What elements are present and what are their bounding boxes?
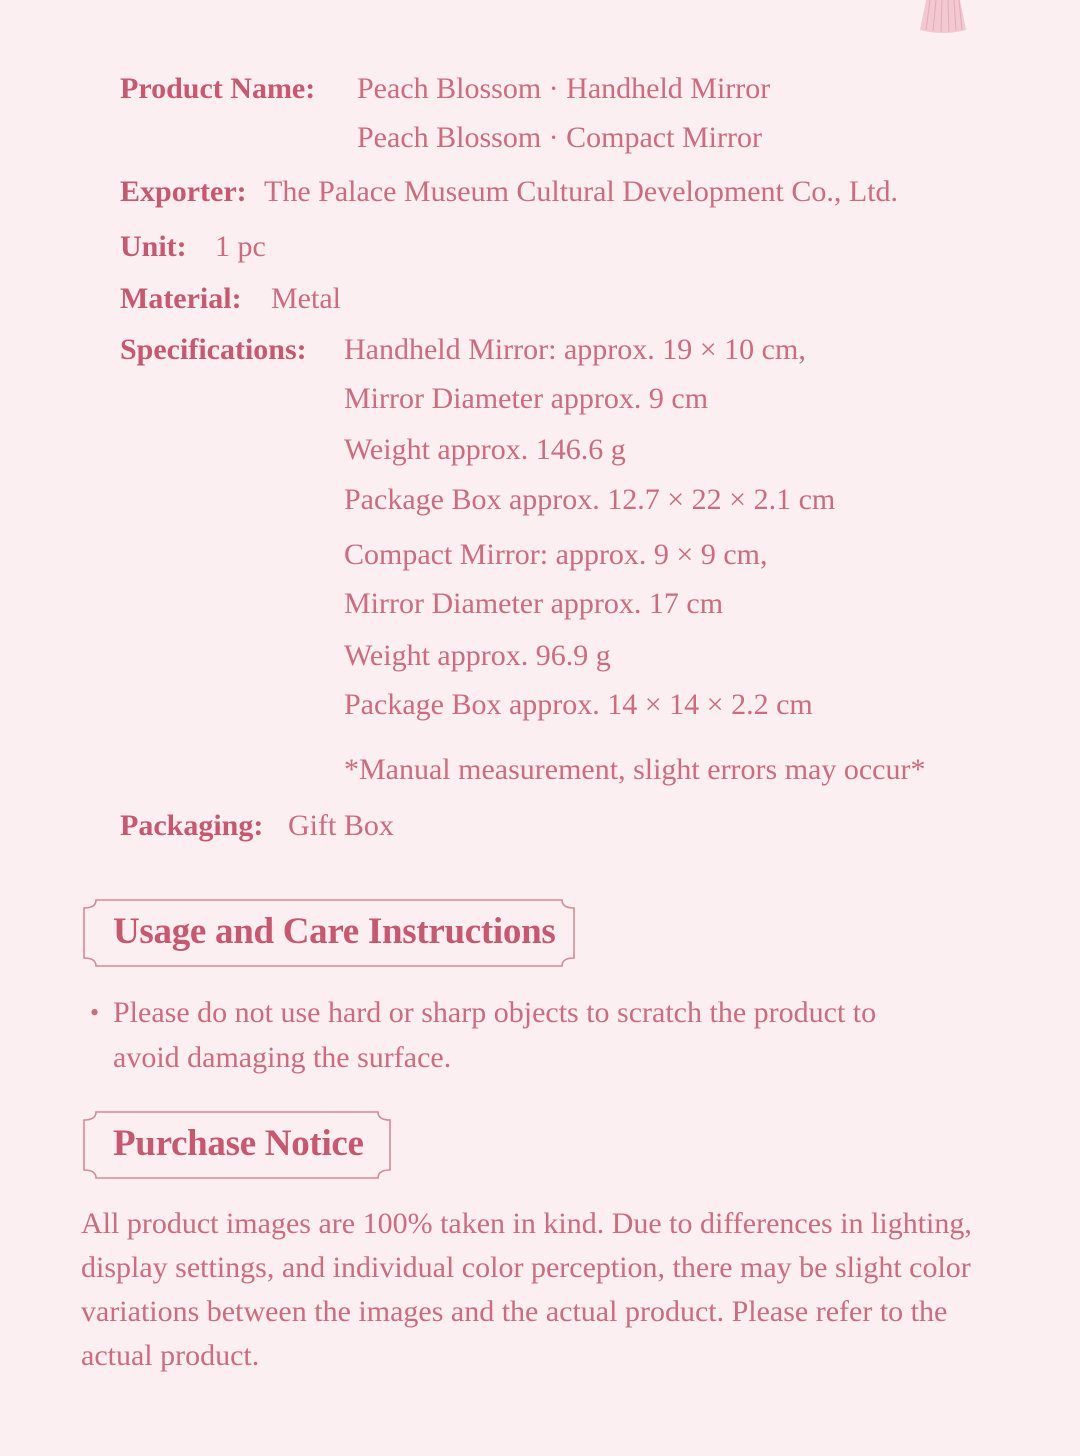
spec-line: Compact Mirror: approx. 9 × 9 cm, [344, 538, 768, 571]
product-name-value-2: Peach Blossom · Compact Mirror [357, 121, 762, 154]
spec-line: Weight approx. 96.9 g [344, 639, 611, 672]
packaging-row [120, 808, 263, 844]
spec-line: Mirror Diameter approx. 9 cm [344, 382, 709, 415]
spec-line: Handheld Mirror: approx. 19 × 10 cm, [344, 333, 806, 366]
specifications-row [120, 332, 307, 368]
material-row [120, 281, 242, 317]
tassel-decoration [918, 0, 968, 34]
packaging-label: Packaging: [120, 809, 264, 842]
purchase-notice-text: All product images are 100% taken in kind. Due to differences in lighting, display settings, and individual color perception, there may be slight color variations between the images and the actual product. Please refer to the actual product. [81, 1207, 972, 1372]
usage-heading: Usage and Care Instructions [113, 911, 556, 952]
unit-label: Unit: [120, 230, 187, 263]
material-label: Material: [120, 282, 242, 315]
spec-line: Mirror Diameter approx. 17 cm [344, 587, 724, 620]
unit-row [120, 229, 187, 265]
bullet-icon: • [90, 998, 100, 1027]
unit-value: 1 pc [215, 230, 266, 263]
material-value: Metal [271, 282, 341, 315]
packaging-value: Gift Box [288, 809, 394, 842]
exporter-value: The Palace Museum Cultural Development Co., Ltd. [264, 175, 899, 208]
usage-item-text: Please do not use hard or sharp objects to scratch the product to avoid damaging the surface. [113, 996, 877, 1074]
specifications-label: Specifications: [120, 333, 307, 366]
spec-line: Package Box approx. 12.7 × 22 × 2.1 cm [344, 483, 836, 516]
exporter-label: Exporter: [120, 175, 247, 208]
exporter-row [120, 174, 247, 210]
measurement-note: *Manual measurement, slight errors may occur* [344, 753, 926, 786]
product-name-label: Product Name: [120, 72, 316, 105]
spec-line: Package Box approx. 14 × 14 × 2.2 cm [344, 688, 813, 721]
spec-line: Weight approx. 146.6 g [344, 433, 626, 466]
product-name-row [120, 71, 315, 107]
product-name-value-1: Peach Blossom · Handheld Mirror [357, 72, 771, 105]
purchase-heading-frame [82, 1110, 392, 1178]
purchase-heading: Purchase Notice [113, 1123, 364, 1164]
usage-heading-frame [82, 898, 576, 966]
